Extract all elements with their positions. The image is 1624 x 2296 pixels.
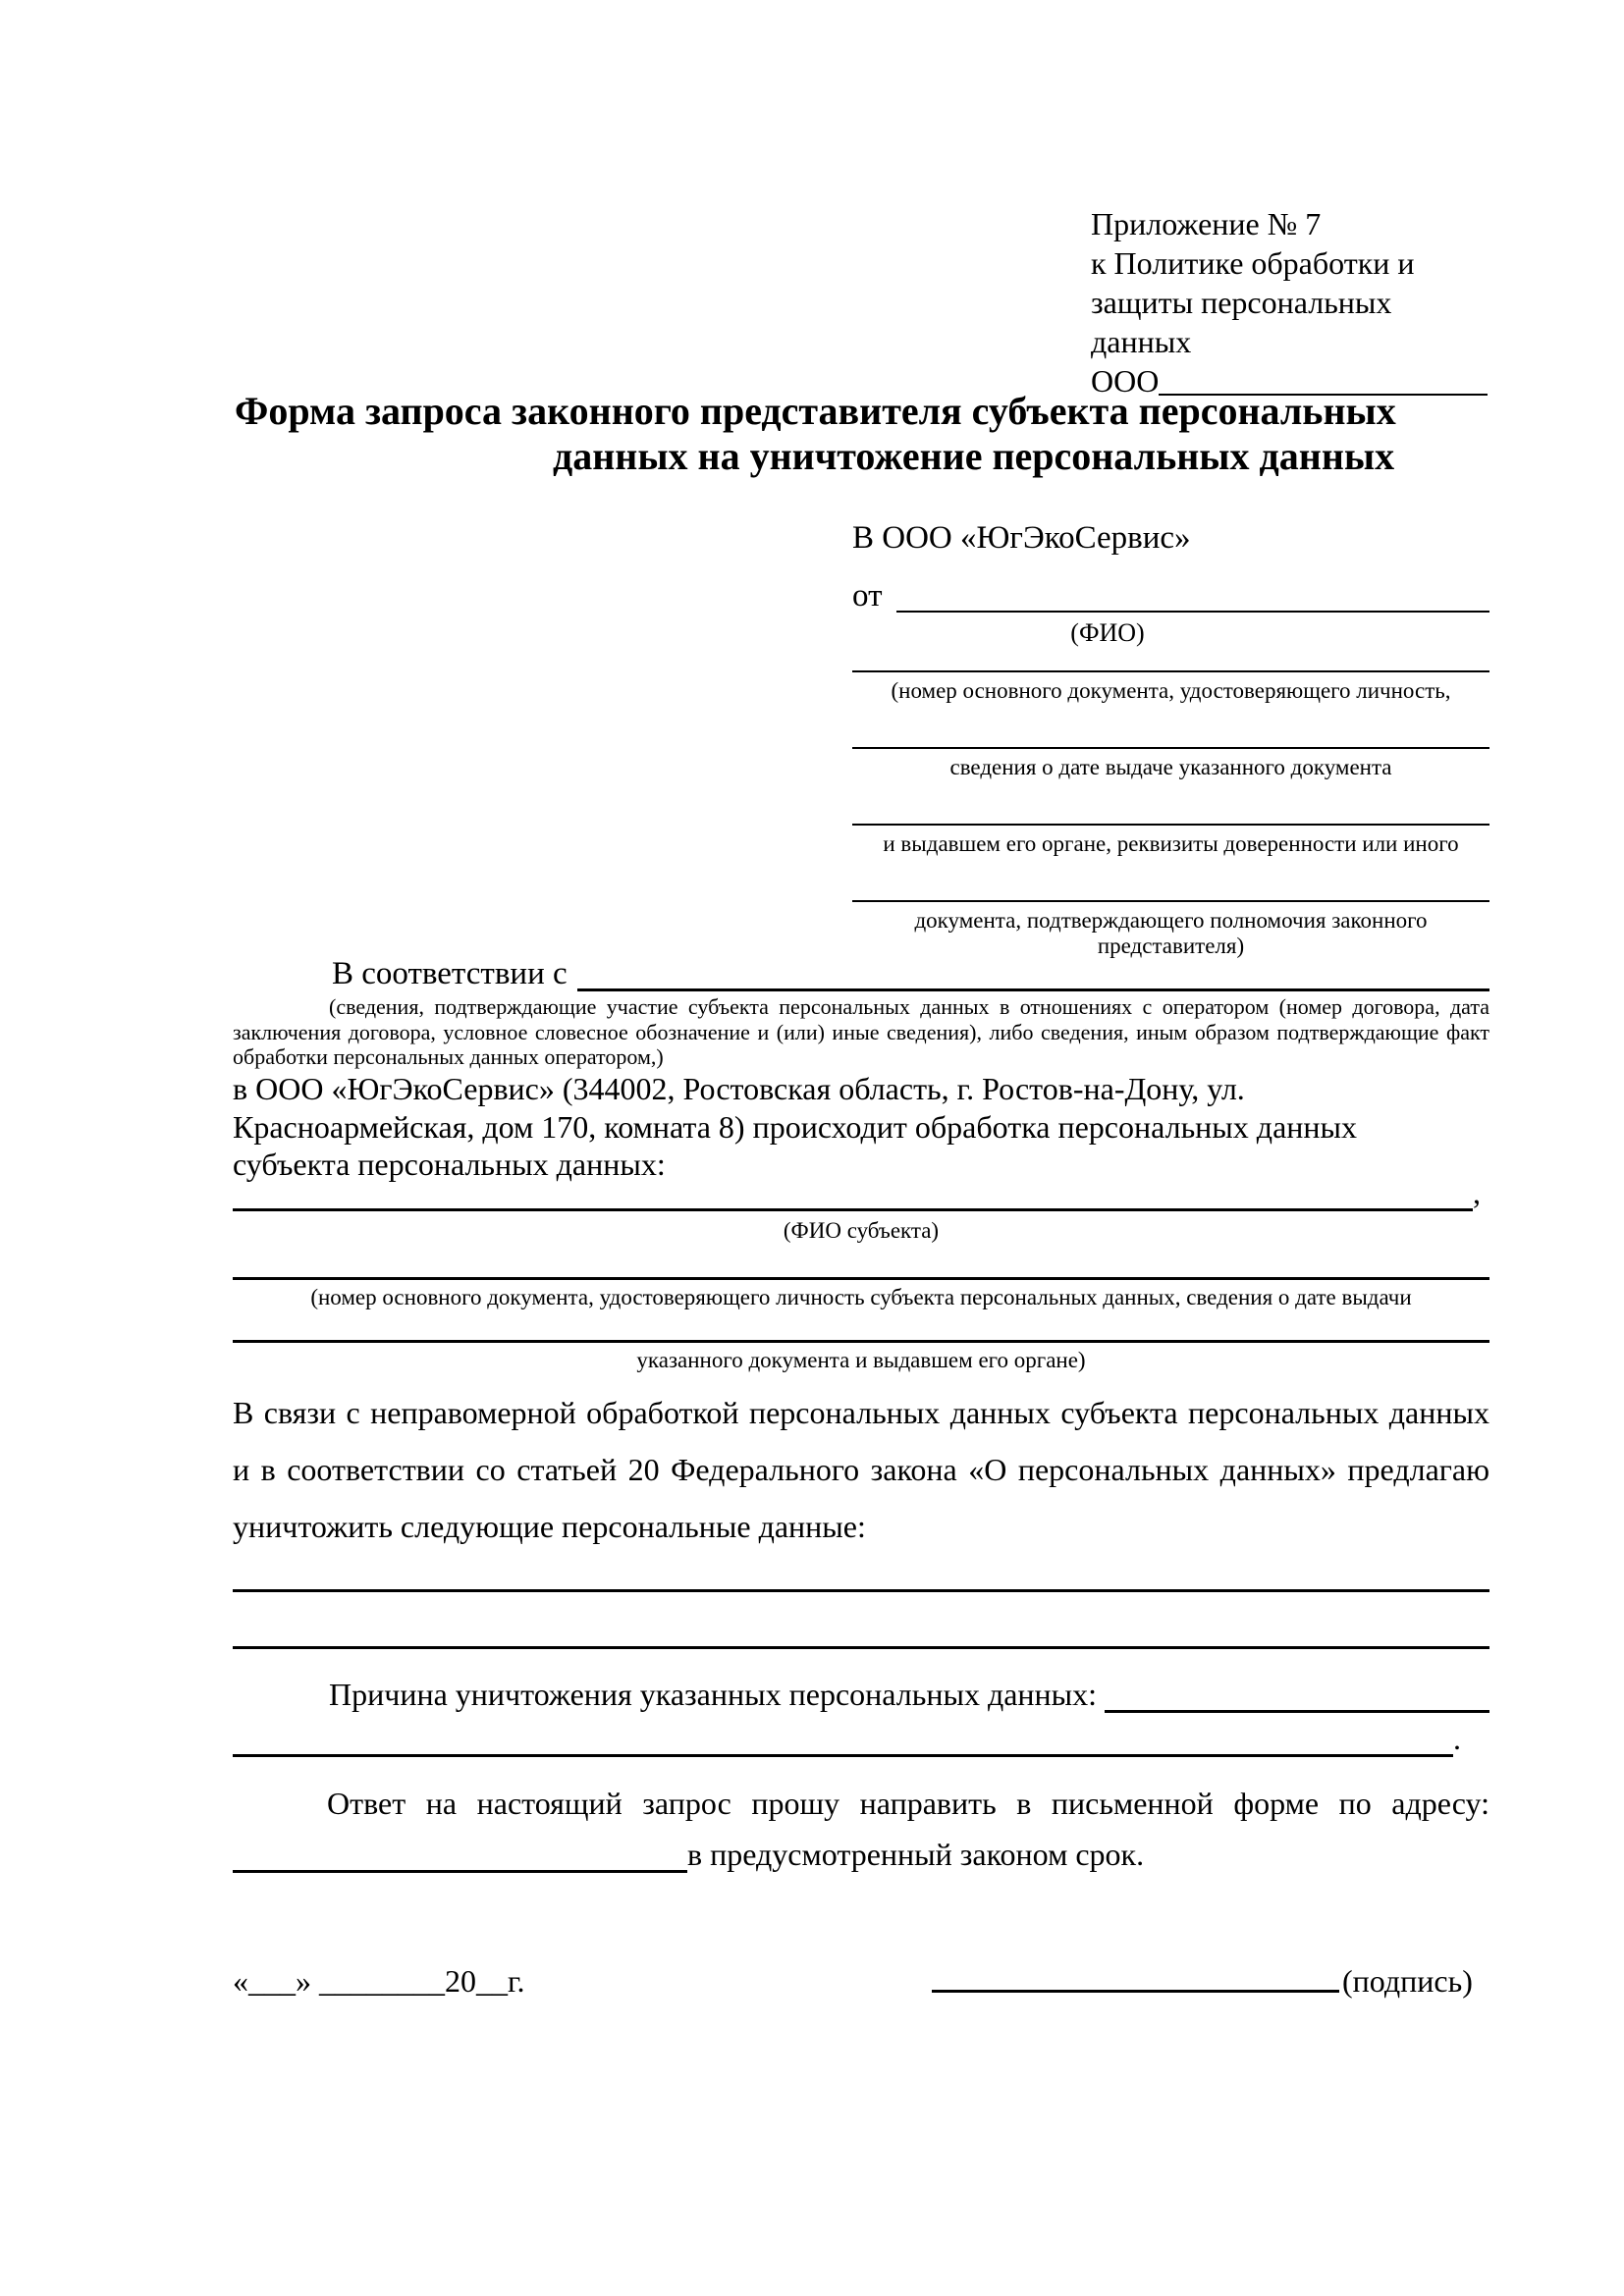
blank-line-caption: (номер основного документа, удостоверяющего личность, <box>891 678 1451 703</box>
from-label: от <box>852 578 883 614</box>
reason-blank-line <box>1105 1710 1489 1713</box>
page-title-line: данных на уничтожение персональных данных <box>553 434 1395 478</box>
subject-fio-blank-line <box>233 1208 1473 1211</box>
address-blank-line <box>233 1870 687 1873</box>
reason-blank-line <box>233 1754 1453 1757</box>
addressee-organization: В ООО «ЮгЭкоСервис» <box>852 520 1191 556</box>
page-title-line: Форма запроса законного представителя субъекта персональных <box>235 389 1396 433</box>
fio-caption: (ФИО) <box>1070 618 1145 647</box>
blank-line-caption: сведения о дате выдаче указанного документа <box>949 755 1392 779</box>
data-blank-line <box>233 1646 1489 1649</box>
request-paragraph-line: В связи с неправомерной обработкой персональных данных субъекта персональных данных <box>233 1395 1489 1430</box>
annex-note-line: к Политике обработки и <box>1091 245 1415 281</box>
operator-paragraph <box>233 1070 1489 1184</box>
request-paragraph-line: и в соответствии со статьей 20 Федерального закона «О персональных данных» предлагаю <box>233 1452 1489 1487</box>
subject-fio-comma: , <box>1473 1175 1481 1210</box>
answer-tail: в предусмотренный законом срок. <box>687 1837 1145 1872</box>
from-row <box>852 579 1489 613</box>
data-blank-line <box>233 1589 1489 1592</box>
answer-paragraph <box>233 1785 1489 1822</box>
signature-caption: (подпись) <box>1342 1963 1473 1999</box>
signoff-row <box>233 1956 1489 2000</box>
reason-label: Причина уничтожения указанных персональных данных: <box>329 1677 1098 1712</box>
reason-continuation-row <box>233 1723 1489 1757</box>
date-blank: «___» ________20__г. <box>233 1963 525 1999</box>
accordance-blank-line <box>577 988 1489 991</box>
subject-fio-row <box>233 1176 1489 1211</box>
signature-blank-line <box>932 1990 1339 1993</box>
from-blank-line <box>896 611 1490 613</box>
blank-line <box>852 747 1489 749</box>
subject-doc-blank-line <box>233 1340 1489 1343</box>
footnote-line: обработки персональных данных оператором,) <box>233 1044 664 1069</box>
accordance-footnote <box>233 994 1489 1070</box>
accordance-row <box>332 956 1489 991</box>
subject-doc-caption: (номер основного документа, удостоверяющего личность субъекта персональных данных, сведения о дате выдачи <box>310 1285 1412 1309</box>
blank-line <box>852 900 1489 902</box>
subject-fio-caption: (ФИО субъекта) <box>783 1218 940 1243</box>
subject-doc-caption: указанного документа и выдавшем его органе) <box>636 1348 1086 1372</box>
operator-paragraph-line: в ООО «ЮгЭкоСервис» (344002, Ростовская область, г. Ростов-на-Дону, ул. <box>233 1071 1245 1106</box>
organization-prefix: ООО <box>1091 363 1160 399</box>
answer-paragraph-line: Ответ на настоящий запрос прошу направить в письменной форме по адресу: <box>327 1786 1489 1821</box>
blank-line-caption: и выдавшем его органе, реквизиты доверенности или иного <box>883 831 1459 856</box>
blank-line <box>852 670 1489 672</box>
annex-note-line: Приложение № 7 <box>1091 206 1322 241</box>
answer-address-row <box>233 1838 1489 1873</box>
annex-note <box>1091 204 1488 400</box>
blank-line <box>852 824 1489 826</box>
operator-paragraph-line: субъекта персональных данных: <box>233 1147 666 1182</box>
footnote-line: заключения договора, условное словесное обозначение и (или) иные сведения), либо сведения, иным образом подтверждающие факт <box>233 1019 1489 1044</box>
subject-doc-blank-line <box>233 1277 1489 1280</box>
blank-line-caption: документа, подтверждающего полномочия законного представителя) <box>914 908 1428 958</box>
request-paragraph <box>233 1384 1489 1555</box>
reason-line-period: . <box>1453 1721 1461 1756</box>
annex-note-line: защиты персональных данных <box>1091 285 1392 359</box>
footnote-line: (сведения, подтверждающие участие субъекта персональных данных в отношениях с оператором (номер договора, дата <box>329 994 1489 1019</box>
request-paragraph-line: уничтожить следующие персональные данные: <box>233 1509 866 1544</box>
reason-row <box>329 1676 1489 1713</box>
page-title <box>233 389 1489 479</box>
operator-paragraph-line: Красноармейская, дом 170, комната 8) происходит обработка персональных данных <box>233 1108 1358 1145</box>
accordance-label: В соответствии с <box>332 956 568 991</box>
